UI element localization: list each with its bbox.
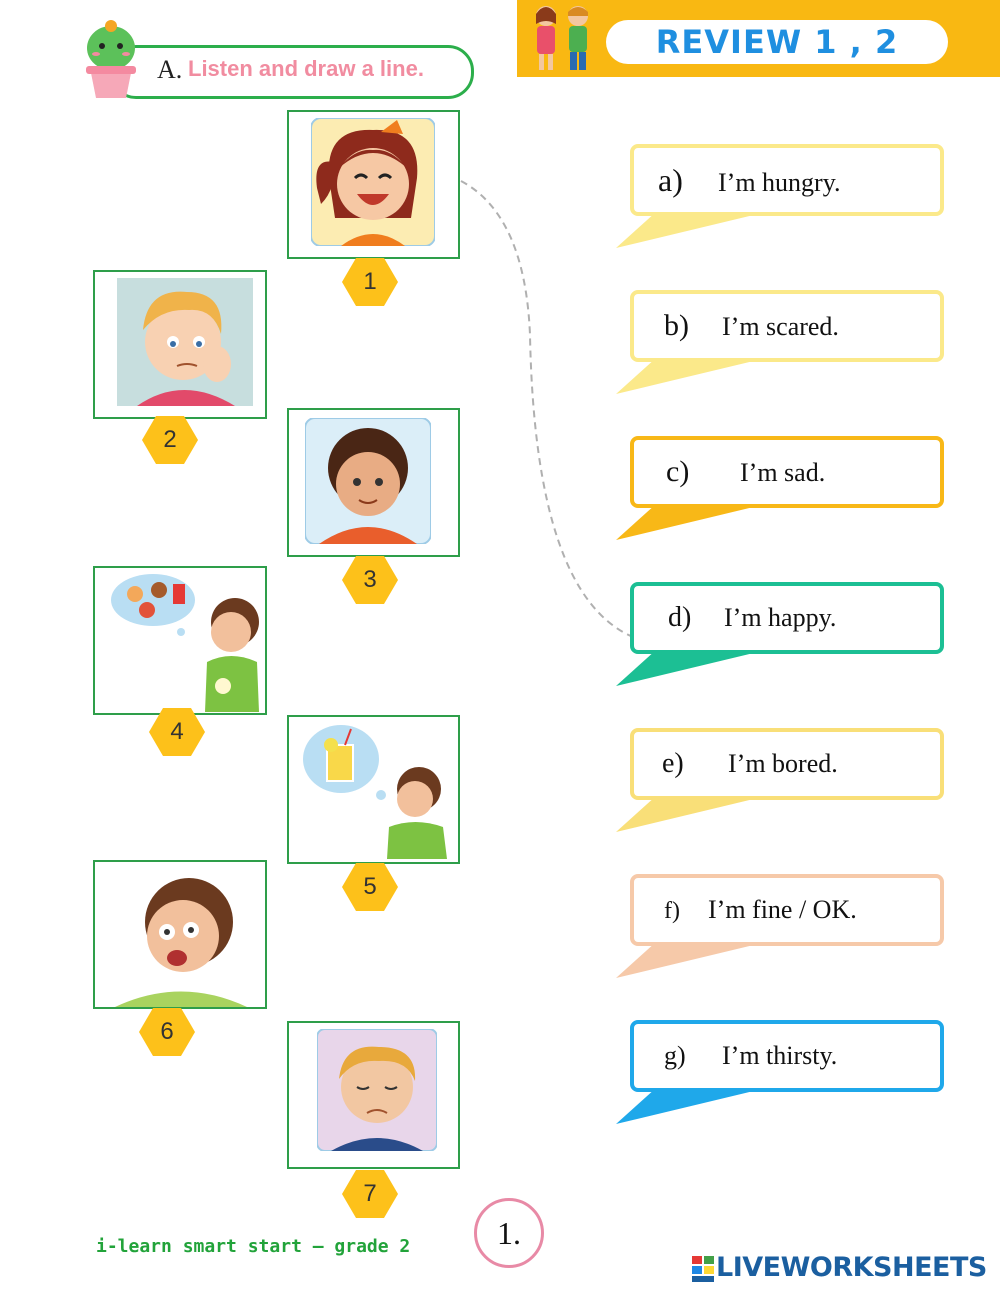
picture-number-5: 5: [363, 873, 377, 900]
picture-number-4: 4: [170, 718, 184, 745]
bubble-tail-a: [616, 212, 766, 252]
bored-boy-icon: [117, 278, 253, 406]
bubble-tail-e: [616, 796, 766, 836]
picture-frame-5[interactable]: [287, 715, 460, 864]
fine-boy-icon: [305, 418, 431, 544]
answer-letter-f: f): [664, 898, 680, 924]
bubble-tail-d: [616, 650, 766, 690]
answer-letter-a: a): [658, 162, 683, 198]
answer-letter-g: g): [664, 1041, 686, 1070]
answer-text-f: [632, 874, 944, 946]
bubble-tail-b: [616, 358, 766, 398]
picture-number-2: 2: [163, 426, 177, 453]
answer-label-f: I’m fine / OK.: [708, 895, 857, 924]
answer-label-a: I’m hungry.: [718, 168, 841, 197]
bubble-tail-f: [616, 942, 766, 982]
scared-boy-icon: [111, 872, 251, 1007]
picture-frame-2[interactable]: [93, 270, 267, 419]
picture-frame-4[interactable]: [93, 566, 267, 715]
answer-text-g: [632, 1020, 944, 1092]
answer-text-e: [632, 728, 944, 800]
picture-number-7: 7: [363, 1180, 377, 1207]
bubble-tail-g: [616, 1088, 766, 1128]
answer-label-b: I’m scared.: [722, 312, 839, 341]
happy-girl-icon: [311, 118, 435, 246]
cactus-icon: [80, 18, 142, 100]
answer-letter-b: b): [664, 309, 689, 342]
answer-letter-e: e): [662, 748, 684, 779]
answer-label-c: I’m sad.: [740, 458, 826, 487]
picture-frame-6[interactable]: [93, 860, 267, 1009]
picture-number-1: 1: [363, 268, 377, 295]
liveworksheets-logo-icon: [692, 1254, 714, 1284]
answer-text-a: [632, 144, 944, 216]
page-number: 1.: [497, 1215, 521, 1251]
picture-frame-3[interactable]: [287, 408, 460, 557]
picture-number-3: 3: [363, 566, 377, 593]
instruction-letter: A.: [157, 55, 183, 84]
answer-letter-d: d): [668, 602, 692, 633]
answer-label-e: I’m bored.: [728, 749, 838, 778]
answer-label-d: I’m happy.: [724, 603, 837, 632]
series-label: i-learn smart start – grade 2: [96, 1236, 411, 1257]
picture-number-6: 6: [160, 1018, 174, 1045]
picture-frame-1[interactable]: [287, 110, 460, 259]
answer-text-b: [632, 290, 944, 362]
instruction-text: Listen and draw a line.: [188, 56, 424, 81]
hungry-boy-icon: [109, 572, 259, 712]
kids-illustration-icon: [524, 2, 602, 74]
liveworksheets-brand: LIVEWORKSHEETS: [716, 1252, 987, 1283]
answer-text-c: [632, 436, 944, 508]
answer-label-g: I’m thirsty.: [722, 1041, 838, 1070]
answer-letter-c: c): [666, 455, 690, 488]
sad-boy-icon: [317, 1029, 437, 1151]
picture-frame-7[interactable]: [287, 1021, 460, 1169]
answer-text-d: [632, 582, 944, 654]
thirsty-boy-icon: [301, 723, 451, 859]
page-title: REVIEW 1 , 2: [655, 23, 899, 61]
bubble-tail-c: [616, 504, 766, 544]
